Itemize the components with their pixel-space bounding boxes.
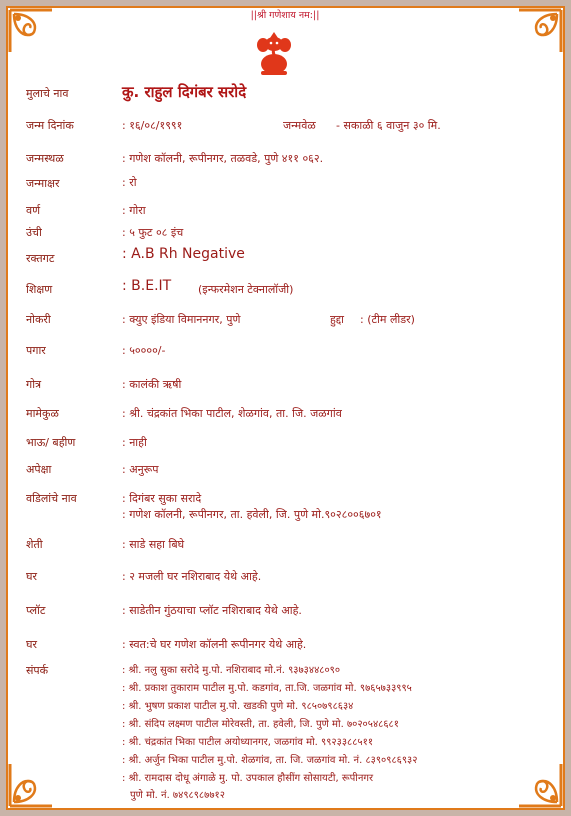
invocation-text: ||श्री गणेशाय नम:|| xyxy=(250,10,320,21)
birthplace-value: : गणेश कॉलनी, रूपीनगर, तळवडे, पुणे ४११ ०६२. xyxy=(122,152,324,165)
name-label: मुलाचे नाव xyxy=(26,87,69,100)
floral-corner-ornament-icon xyxy=(517,8,563,54)
floral-corner-ornament-icon xyxy=(517,762,563,808)
siblings-value: : नाही xyxy=(122,436,147,449)
birthplace-label: जन्मस्थळ xyxy=(26,152,64,165)
contact-line: : श्री. अर्जुन भिका पाटील मु.पो. शेळगांव, ता. जि. जळगांव मो. नं. ८३९०९८६९३२ xyxy=(122,755,418,766)
birth-time-label: जन्मवेळ xyxy=(283,119,316,132)
contact-line: : श्री. प्रकाश तुकाराम पाटील मु.पो. कडगांव, ता.जि. जळगांव मो. ९७६५७३३९९५ xyxy=(122,683,412,694)
contact-line: : श्री. भुषण प्रकाश पाटील मु.पो. खडकी पुणे मो. ९८५०७९८६३४ xyxy=(122,701,354,712)
gotra-value: : कालंकी ऋषी xyxy=(122,378,182,391)
dob-value: : १६/०८/१९९१ xyxy=(122,119,183,132)
plot-label: प्लॉट xyxy=(26,604,46,617)
floral-corner-ornament-icon xyxy=(8,8,54,54)
birth-time-value: - सकाळी ६ वाजुन ३० मि. xyxy=(336,119,441,132)
house-label: घर xyxy=(26,570,37,583)
birth-letter-label: जन्माक्षर xyxy=(26,177,60,190)
house-value: : २ मजली घर नशिराबाद येथे आहे. xyxy=(122,570,262,583)
father-name-value: : दिगंबर सुका सरादे xyxy=(122,492,202,505)
maternal-family-label: मामेकुळ xyxy=(26,407,59,420)
father-address-value: : गणेश कॉलनी, रूपीनगर, ता. हवेली, जि. पुणे मो.९०२८००६७०१ xyxy=(122,508,382,521)
farm-value: : साडे सहा बिघे xyxy=(122,538,185,551)
education-note: (इन्फरमेशन टेक्नालॉजी) xyxy=(198,283,294,296)
salary-value: : ५००००/- xyxy=(122,344,166,357)
contact-line: : श्री. रामदास दोधू अंगाळे मु. पो. उपकाल हौसींग सोसायटी, रूपीनगर xyxy=(122,773,374,784)
floral-corner-ornament-icon xyxy=(8,762,54,808)
salary-label: पगार xyxy=(26,344,46,357)
plot-value: : साडेतीन गुंठयाचा प्लॉट नशिराबाद येथे आहे. xyxy=(122,604,302,617)
own-house-label: घर xyxy=(26,638,37,651)
gotra-label: गोत्र xyxy=(26,378,42,391)
blood-group-label: रक्तगट xyxy=(26,252,55,265)
farm-label: शेती xyxy=(26,538,43,551)
contact-line: : श्री. संदिप लक्ष्मण पाटील मोरेवस्ती, ता. हवेली, जि. पुणे मो. ७०२०५४८६८१ xyxy=(122,719,399,730)
name-value: कु. राहुल दिगंबर सरोदे xyxy=(122,83,247,101)
education-label: शिक्षण xyxy=(26,283,53,296)
birth-letter-value: : रो xyxy=(122,176,137,189)
contacts-label: संपर्क xyxy=(26,664,49,677)
dob-label: जन्म दिनांक xyxy=(26,119,74,132)
expectation-label: अपेक्षा xyxy=(26,463,52,476)
father-label: वडिलांचे नाव xyxy=(26,492,77,505)
job-value: : क्युए इंडिया विमाननगर, पुणे xyxy=(122,313,241,326)
height-label: उंची xyxy=(26,226,42,239)
own-house-value: : स्वत:चे घर गणेश कॉलनी रूपीनगर येथे आहे. xyxy=(122,638,307,651)
expectation-value: : अनुरूप xyxy=(122,463,159,476)
job-label: नोकरी xyxy=(26,313,51,326)
education-value: : B.E.IT xyxy=(122,278,172,294)
complexion-value: : गोरा xyxy=(122,204,146,217)
blood-group-value: : A.B Rh Negative xyxy=(122,246,245,262)
height-value: : ५ फुट ०८ इंच xyxy=(122,226,184,239)
complexion-label: वर्ण xyxy=(26,204,41,217)
ganesha-icon xyxy=(253,30,295,78)
designation-label: हुद्दा xyxy=(330,313,345,326)
maternal-family-value: : श्री. चंद्रकांत भिका पाटील, शेळगांव, ता. जि. जळगांव xyxy=(122,407,342,420)
contact-line: : श्री. नलु सुका सरोदे मु.पो. नशिराबाद मो.नं. ९३७३४४८०९० xyxy=(122,665,341,676)
designation-value: : (टीम लीडर) xyxy=(360,313,415,326)
siblings-label: भाऊ/ बहीण xyxy=(26,436,76,449)
contact-line: : श्री. चंद्रकांत भिका पाटील अयोध्यानगर, जळगांव मो. ९९२३३८८५११ xyxy=(122,737,374,748)
contact-line: पुणे मो. नं. ७४९८९८७७१२ xyxy=(130,790,225,801)
